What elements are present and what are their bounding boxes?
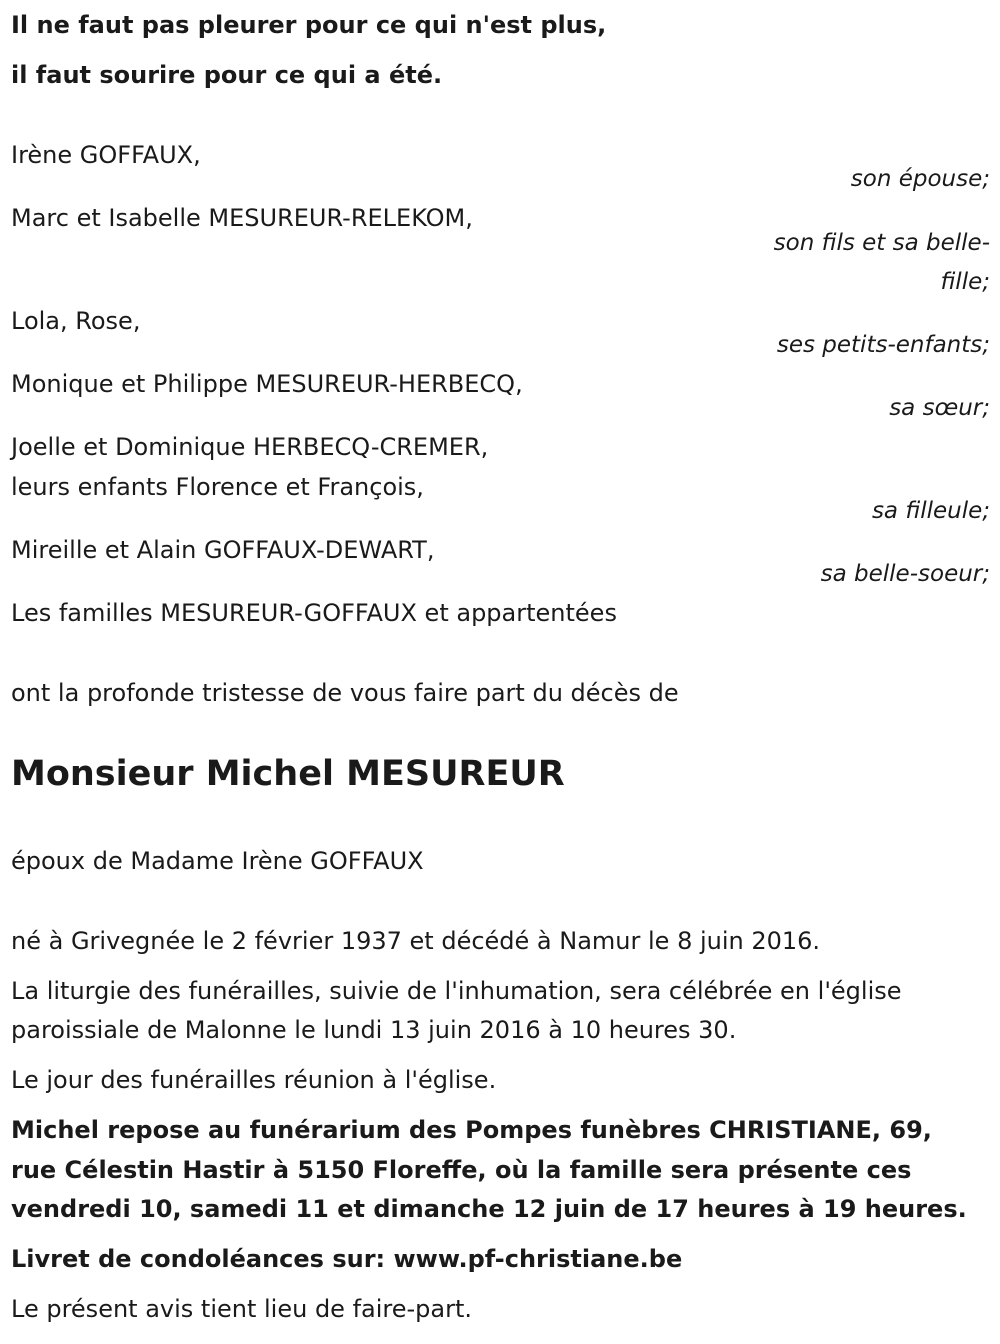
- birth-death-line: né à Grivegnée le 2 février 1937 et décédé à Namur le 8 juin 2016.: [11, 927, 821, 955]
- family-name-sister: Monique et Philippe MESUREUR-HERBECQ,: [11, 370, 523, 398]
- family-role-son-line-2: fille;: [940, 269, 990, 295]
- deceased-name: Monsieur Michel MESUREUR: [11, 754, 565, 794]
- liturgy-line-2: paroissiale de Malonne le lundi 13 juin 2016 à 10 heures 30.: [11, 1016, 737, 1044]
- condolences-line: Livret de condoléances sur: www.pf-christiane.be: [11, 1245, 683, 1273]
- family-role-grandchildren: ses petits-enfants;: [776, 332, 990, 358]
- family-name-son: Marc et Isabelle MESUREUR-RELEKOM,: [11, 204, 473, 232]
- funerarium-line-1: Michel repose au funérarium des Pompes funèbres CHRISTIANE, 69,: [11, 1116, 932, 1144]
- family-role-son-line-1: son fils et sa belle-: [773, 230, 990, 256]
- quote-line-2: il faut sourire pour ce qui a été.: [11, 61, 443, 89]
- family-role-sister: sa sœur;: [889, 395, 990, 421]
- family-name-spouse: Irène GOFFAUX,: [11, 141, 201, 169]
- family-name-goddaughter-children: leurs enfants Florence et François,: [11, 473, 424, 501]
- quote-line-1: Il ne faut pas pleurer pour ce qui n'est plus,: [11, 11, 607, 39]
- announcement-text: ont la profonde tristesse de vous faire part du décès de: [11, 679, 679, 707]
- family-name-grandchildren: Lola, Rose,: [11, 307, 141, 335]
- spouse-line: époux de Madame Irène GOFFAUX: [11, 847, 424, 875]
- family-role-goddaughter: sa filleule;: [871, 498, 990, 524]
- liturgy-line-1: La liturgie des funérailles, suivie de l'inhumation, sera célébrée en l'église: [11, 977, 902, 1005]
- family-name-goddaughter-parents: Joelle et Dominique HERBECQ-CREMER,: [11, 433, 489, 461]
- closing-line: Le présent avis tient lieu de faire-part.: [11, 1295, 473, 1323]
- funerarium-line-3: vendredi 10, samedi 11 et dimanche 12 juin de 17 heures à 19 heures.: [11, 1195, 967, 1223]
- reunion-line: Le jour des funérailles réunion à l'église.: [11, 1066, 497, 1094]
- family-role-sister-in-law: sa belle-soeur;: [820, 561, 990, 587]
- families-line: Les familles MESUREUR-GOFFAUX et appartentées: [11, 599, 617, 627]
- family-role-spouse: son épouse;: [850, 166, 990, 192]
- funerarium-line-2: rue Célestin Hastir à 5150 Floreffe, où la famille sera présente ces: [11, 1156, 912, 1184]
- family-name-sister-in-law: Mireille et Alain GOFFAUX-DEWART,: [11, 536, 435, 564]
